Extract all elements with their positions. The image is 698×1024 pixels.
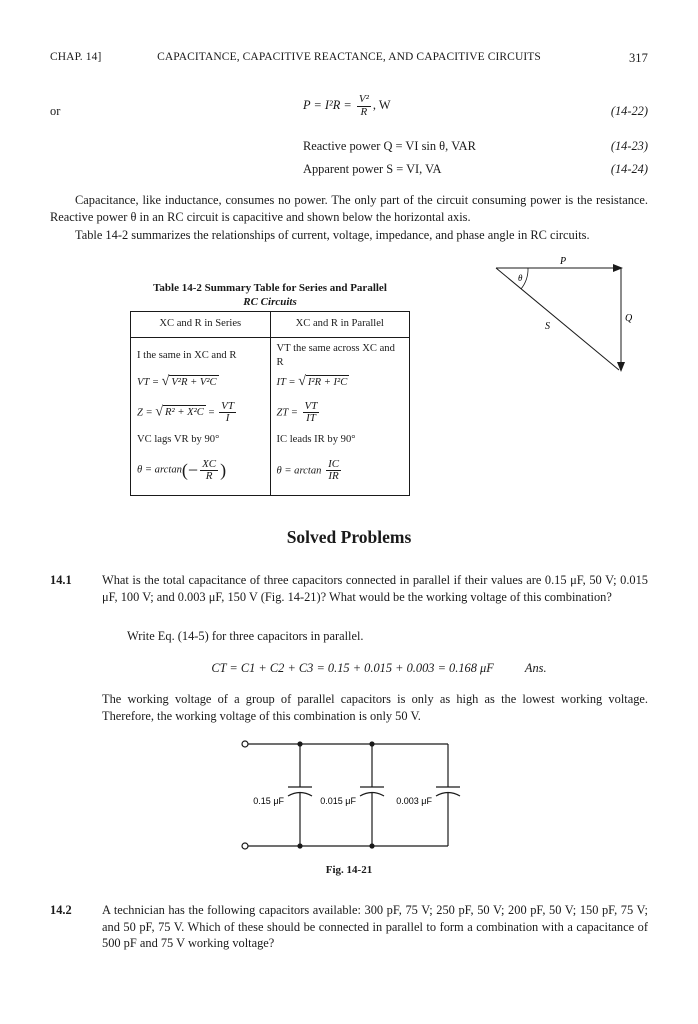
series-angle-close: ) xyxy=(220,460,227,481)
series-z-equals: = xyxy=(205,407,218,419)
total-capacitance-equation: CT = C1 + C2 + C3 = 0.15 + 0.015 + 0.003 = 0.168 μF xyxy=(211,661,494,675)
table-title xyxy=(130,281,410,310)
table-row xyxy=(131,371,410,395)
parallel-angle-formula xyxy=(270,451,410,496)
radical-sign: √ xyxy=(298,374,306,390)
series-angle-formula xyxy=(131,451,271,496)
c1-label: 0.15 μF xyxy=(253,796,284,806)
eq22-frac-num: V² xyxy=(358,93,369,105)
eq23-number: (14-23) xyxy=(610,139,648,153)
label-p: P xyxy=(560,256,567,267)
equation-14-23 xyxy=(50,138,648,158)
label-q: Q xyxy=(625,313,633,324)
problem-14-1-working-voltage: The working voltage of a group of parallel capacitors is only as high as the lowest working voltage. Therefore, the working voltage of this combination is only 50 V. xyxy=(102,692,648,723)
series-angle-num: XC xyxy=(202,457,217,470)
problem-number-14-2: 14.2 xyxy=(50,903,72,917)
table-row xyxy=(131,451,410,496)
eq22-number: (14-22) xyxy=(610,104,648,118)
equation-14-22-body xyxy=(303,94,391,118)
c2-label: 0.015 μF xyxy=(320,796,356,806)
parallel-angle-lhs: θ = arctan xyxy=(276,465,325,477)
column-header-parallel: XC and R in Parallel xyxy=(270,312,410,338)
equation-14-24 xyxy=(50,161,648,181)
column-header-series: XC and R in Series xyxy=(131,312,271,338)
parallel-angle-den: IR xyxy=(328,470,339,483)
eq22-fraction xyxy=(357,94,371,118)
junction-dot xyxy=(297,843,302,848)
series-z-den: I xyxy=(225,412,230,425)
series-vt-radicand: V²R + V²C xyxy=(169,375,218,390)
parallel-it-radicand: I²R + I²C xyxy=(306,375,349,390)
equation-14-22 xyxy=(50,93,648,123)
problem-14-1-equation xyxy=(0,660,698,677)
junction-dot xyxy=(297,741,302,746)
section-heading: Solved Problems xyxy=(286,527,412,547)
parallel-angle-num: IC xyxy=(328,457,340,470)
series-z-fraction xyxy=(219,401,236,425)
series-phase-rule: VC lags VR by 90° xyxy=(131,431,271,451)
running-header-chapter: CHAP. 14] xyxy=(50,51,102,63)
series-vt-lhs: VT = xyxy=(137,377,162,389)
page-number: 317 xyxy=(628,51,648,65)
table-row xyxy=(131,338,410,371)
eq23-text: Reactive power Q = VI sin θ, VAR xyxy=(303,139,476,153)
parallel-z-num: VT xyxy=(304,399,318,412)
parallel-capacitor-circuit xyxy=(236,738,466,853)
series-z-num: VT xyxy=(221,399,234,412)
eq22-frac-den: R xyxy=(360,105,368,118)
series-voltage-formula xyxy=(131,371,271,395)
c3-label: 0.003 μF xyxy=(396,796,432,806)
series-angle-open: (− xyxy=(181,460,199,481)
eq24-text: Apparent power S = VI, VA xyxy=(303,162,442,176)
junction-dot xyxy=(369,843,374,848)
summary-table xyxy=(130,311,410,496)
parallel-it-lhs: IT = xyxy=(276,377,299,389)
series-z-lhs: Z = xyxy=(137,407,156,419)
or-label: or xyxy=(50,104,61,118)
table-title-line1: Table 14-2 Summary Table for Series and Parallel xyxy=(153,282,387,294)
series-angle-fraction xyxy=(200,459,218,483)
label-theta: θ xyxy=(518,273,523,283)
parallel-z-den: IT xyxy=(306,412,316,425)
series-angle-den: R xyxy=(205,470,213,483)
series-angle-lhs: θ = arctan xyxy=(137,465,182,477)
parallel-impedance-formula xyxy=(270,395,410,431)
answer-marker: Ans. xyxy=(524,661,547,675)
series-current-rule: I the same in XC and R xyxy=(131,338,271,371)
parallel-current-formula xyxy=(270,371,410,395)
paragraph-table-intro: Table 14-2 summarizes the relationships of current, voltage, impedance, and phase angle in RC circuits. xyxy=(75,228,590,242)
junction-dot xyxy=(369,741,374,746)
terminal-bottom xyxy=(242,843,248,849)
parallel-angle-fraction xyxy=(326,459,341,483)
power-triangle-diagram xyxy=(490,255,640,380)
problem-14-1-instruction: Write Eq. (14-5) for three capacitors in parallel. xyxy=(127,629,364,643)
table-row xyxy=(131,395,410,431)
eq24-number: (14-24) xyxy=(610,162,648,176)
eq22-unit: , W xyxy=(372,97,391,112)
parallel-phase-rule: IC leads IR by 90° xyxy=(270,431,410,451)
problem-14-1-text: What is the total capacitance of three capacitors connected in parallel if their values are 0.15 μF, 50 V; 0.015 μF, 100 V; and 0.003 μF, 150 V (Fig. 14-21)? What would be the working voltage of this combination? xyxy=(102,573,648,604)
parallel-z-lhs: ZT = xyxy=(276,407,301,419)
terminal-top xyxy=(242,741,248,747)
radical-sign: √ xyxy=(155,404,164,420)
problem-14-2-text: A technician has the following capacitors available: 300 pF, 75 V; 250 pF, 50 V; 200 pF, 50 V; 150 pF, 75 V; and 50 pF, 75 V. Which of these should be connected in parallel to form a combination with a capacitance of 500 pF and 75 V working voltage? xyxy=(102,903,648,951)
problem-number-14-1: 14.1 xyxy=(50,573,72,587)
apparent-power-vector xyxy=(496,268,619,370)
parallel-z-fraction xyxy=(303,401,320,425)
radical-sign: √ xyxy=(161,374,170,390)
paragraph-power: Capacitance, like inductance, consumes no power. The only part of the circuit consuming power is the resistance. Reactive power θ in an RC circuit is capacitive and shown below the horizontal axis. xyxy=(50,193,648,224)
running-header-title: CAPACITANCE, CAPACITIVE REACTANCE, AND CAPACITIVE CIRCUITS xyxy=(157,51,541,63)
eq22-lhs: P = I²R = xyxy=(303,97,355,112)
label-s: S xyxy=(545,321,550,332)
table-title-line2: RC Circuits xyxy=(243,296,297,309)
parallel-voltage-rule: VT the same across XC and R xyxy=(270,338,410,371)
series-impedance-formula xyxy=(131,395,271,431)
series-z-radicand: R² + X²C xyxy=(163,405,206,420)
table-row xyxy=(131,431,410,451)
figure-caption: Fig. 14-21 xyxy=(325,864,373,876)
